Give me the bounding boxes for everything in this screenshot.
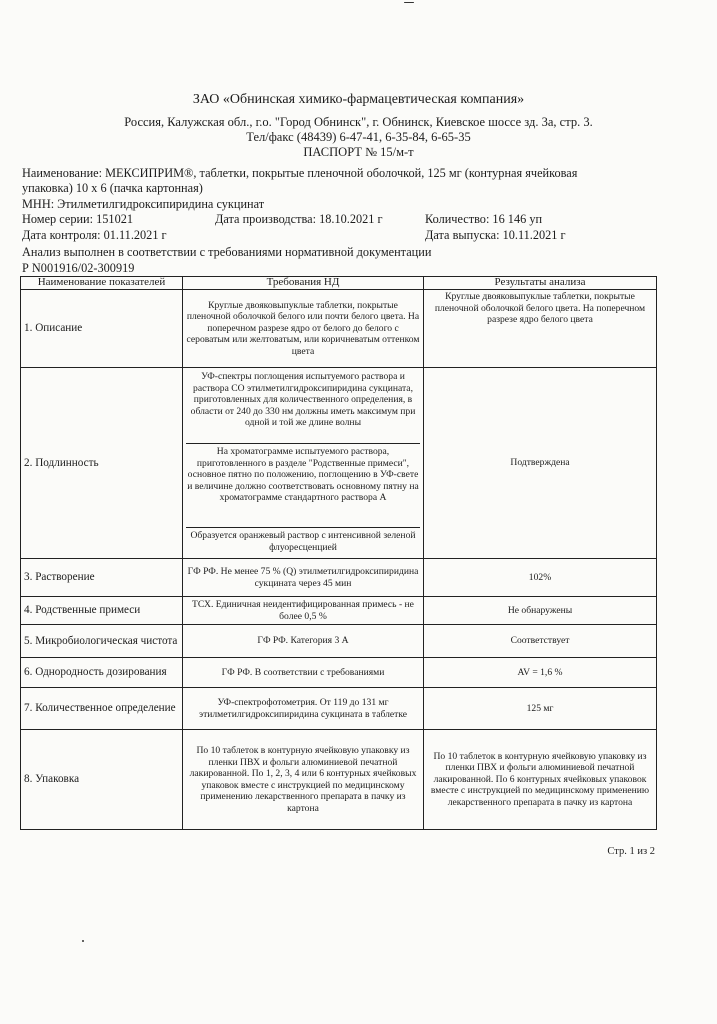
registration-number: Р N001916/02-300919 xyxy=(22,261,135,275)
row-requirement: УФ-спектрофотометрия. От 119 до 131 мг этилметилгидроксипиридина сукцината в таблетке xyxy=(183,688,424,730)
table-row xyxy=(21,290,657,368)
analysis-table xyxy=(20,276,657,830)
requirement-chromatography: На хроматограмме испытуемого раствора, приготовленного в разделе "Родственные примеси", основное пятно по положению, поглощению в УФ-свете и величине должно соответствовать основному пятну на хроматограмме стандартного раствора А xyxy=(186,443,420,527)
header-requirements: Требования НД xyxy=(183,277,424,290)
table-row xyxy=(21,625,657,658)
quantity: Количество: 16 146 уп xyxy=(425,212,543,226)
header-results: Результаты анализа xyxy=(424,277,657,290)
table-row xyxy=(21,688,657,730)
requirement-fluorescence: Образуется оранжевый раствор с интенсивной зеленой флуоресценцией xyxy=(186,527,420,557)
row-name: 8. Упаковка xyxy=(21,730,183,830)
row-result: Подтверждена xyxy=(424,368,657,559)
row-name: 2. Подлинность xyxy=(21,368,183,559)
company-phone: Тел/факс (48439) 6-47-41, 6-35-84, 6-65-35 xyxy=(246,130,471,144)
product-name-line2: упаковка) 10 х 6 (пачка картонная) xyxy=(22,181,203,195)
company-name: ЗАО «Обнинская химико-фармацевтическая компания» xyxy=(192,92,525,107)
row-result: 102% xyxy=(424,559,657,597)
row-name: 3. Растворение xyxy=(21,559,183,597)
page-number: Стр. 1 из 2 xyxy=(607,846,655,857)
scan-speck xyxy=(82,940,84,942)
row-result: 125 мг xyxy=(424,688,657,730)
control-date: Дата контроля: 01.11.2021 г xyxy=(22,228,167,242)
scan-speck xyxy=(404,2,414,3)
row-requirement: ГФ РФ. Категория 3 А xyxy=(183,625,424,658)
passport-title: ПАСПОРТ № 15/м-т xyxy=(303,145,414,159)
row-result: Круглые двояковыпуклые таблетки, покрытые пленочной оболочкой белого цвета. На поперечном разрезе ядро белого цвета xyxy=(424,290,657,368)
row-requirement-group xyxy=(183,368,424,559)
product-inn: МНН: Этилметилгидроксипиридина сукцинат xyxy=(22,197,265,211)
table-row xyxy=(21,597,657,625)
row-name: 6. Однородность дозирования xyxy=(21,658,183,688)
row-name: 4. Родственные примеси xyxy=(21,597,183,625)
row-result: Не обнаружены xyxy=(424,597,657,625)
row-result: AV = 1,6 % xyxy=(424,658,657,688)
row-requirement: По 10 таблеток в контурную ячейковую упаковку из пленки ПВХ и фольги алюминиевой печатной лакированной. По 1, 2, 3, 4 или 6 контурных ячейковых упаковок вместе с инструкцией по медицинскому применению лекарственного препарата в пачку из картона xyxy=(183,730,424,830)
row-requirement: Круглые двояковыпуклые таблетки, покрытые пленочной оболочкой белого или почти белого цвета. На поперечном разрезе ядро от белого до белого с сероватым или желтоватым, или коричневатым оттенком цвета xyxy=(183,290,424,368)
production-date: Дата производства: 18.10.2021 г xyxy=(215,212,383,226)
row-result: Соответствует xyxy=(424,625,657,658)
analysis-note: Анализ выполнен в соответствии с требованиями нормативной документации xyxy=(22,245,432,259)
table-row xyxy=(21,559,657,597)
requirement-uv-spectra: УФ-спектры поглощения испытуемого раствора и раствора СО этилметилгидроксипиридина сукцината, приготовленных для количественного определения, в области от 240 до 330 нм должны иметь максимум при одной и той же длине волны xyxy=(190,371,416,428)
row-name: 5. Микробиологическая чистота xyxy=(21,625,183,658)
row-requirement: ГФ РФ. В соответствии с требованиями xyxy=(183,658,424,688)
table-header-row xyxy=(21,277,657,290)
row-name: 1. Описание xyxy=(21,290,183,368)
table-row xyxy=(21,658,657,688)
company-address: Россия, Калужская обл., г.о. "Город Обнинск", г. Обнинск, Киевское шоссе зд. 3а, стр. 3. xyxy=(124,115,593,129)
row-name: 7. Количественное определение xyxy=(21,688,183,730)
table-row xyxy=(21,368,657,559)
header-indicator: Наименование показателей xyxy=(21,277,183,290)
series-number: Номер серии: 151021 xyxy=(22,212,134,226)
row-requirement: ГФ РФ. Не менее 75 % (Q) этилметилгидроксипиридина сукцината через 45 мин xyxy=(183,559,424,597)
row-requirement: ТСХ. Единичная неидентифицированная примесь - не более 0,5 % xyxy=(183,597,424,625)
table-row xyxy=(21,730,657,830)
row-result: По 10 таблеток в контурную ячейковую упаковку из пленки ПВХ и фольги алюминиевой печатной лакированной. По 6 контурных ячейковых упаковок вместе с инструкцией по медицинскому применению лекарственного препарата в пачку из картона xyxy=(424,730,657,830)
release-date: Дата выпуска: 10.11.2021 г xyxy=(425,228,566,242)
product-name-line1: Наименование: МЕКСИПРИМ®, таблетки, покрытые пленочной оболочкой, 125 мг (контурная ячейковая xyxy=(22,166,578,180)
